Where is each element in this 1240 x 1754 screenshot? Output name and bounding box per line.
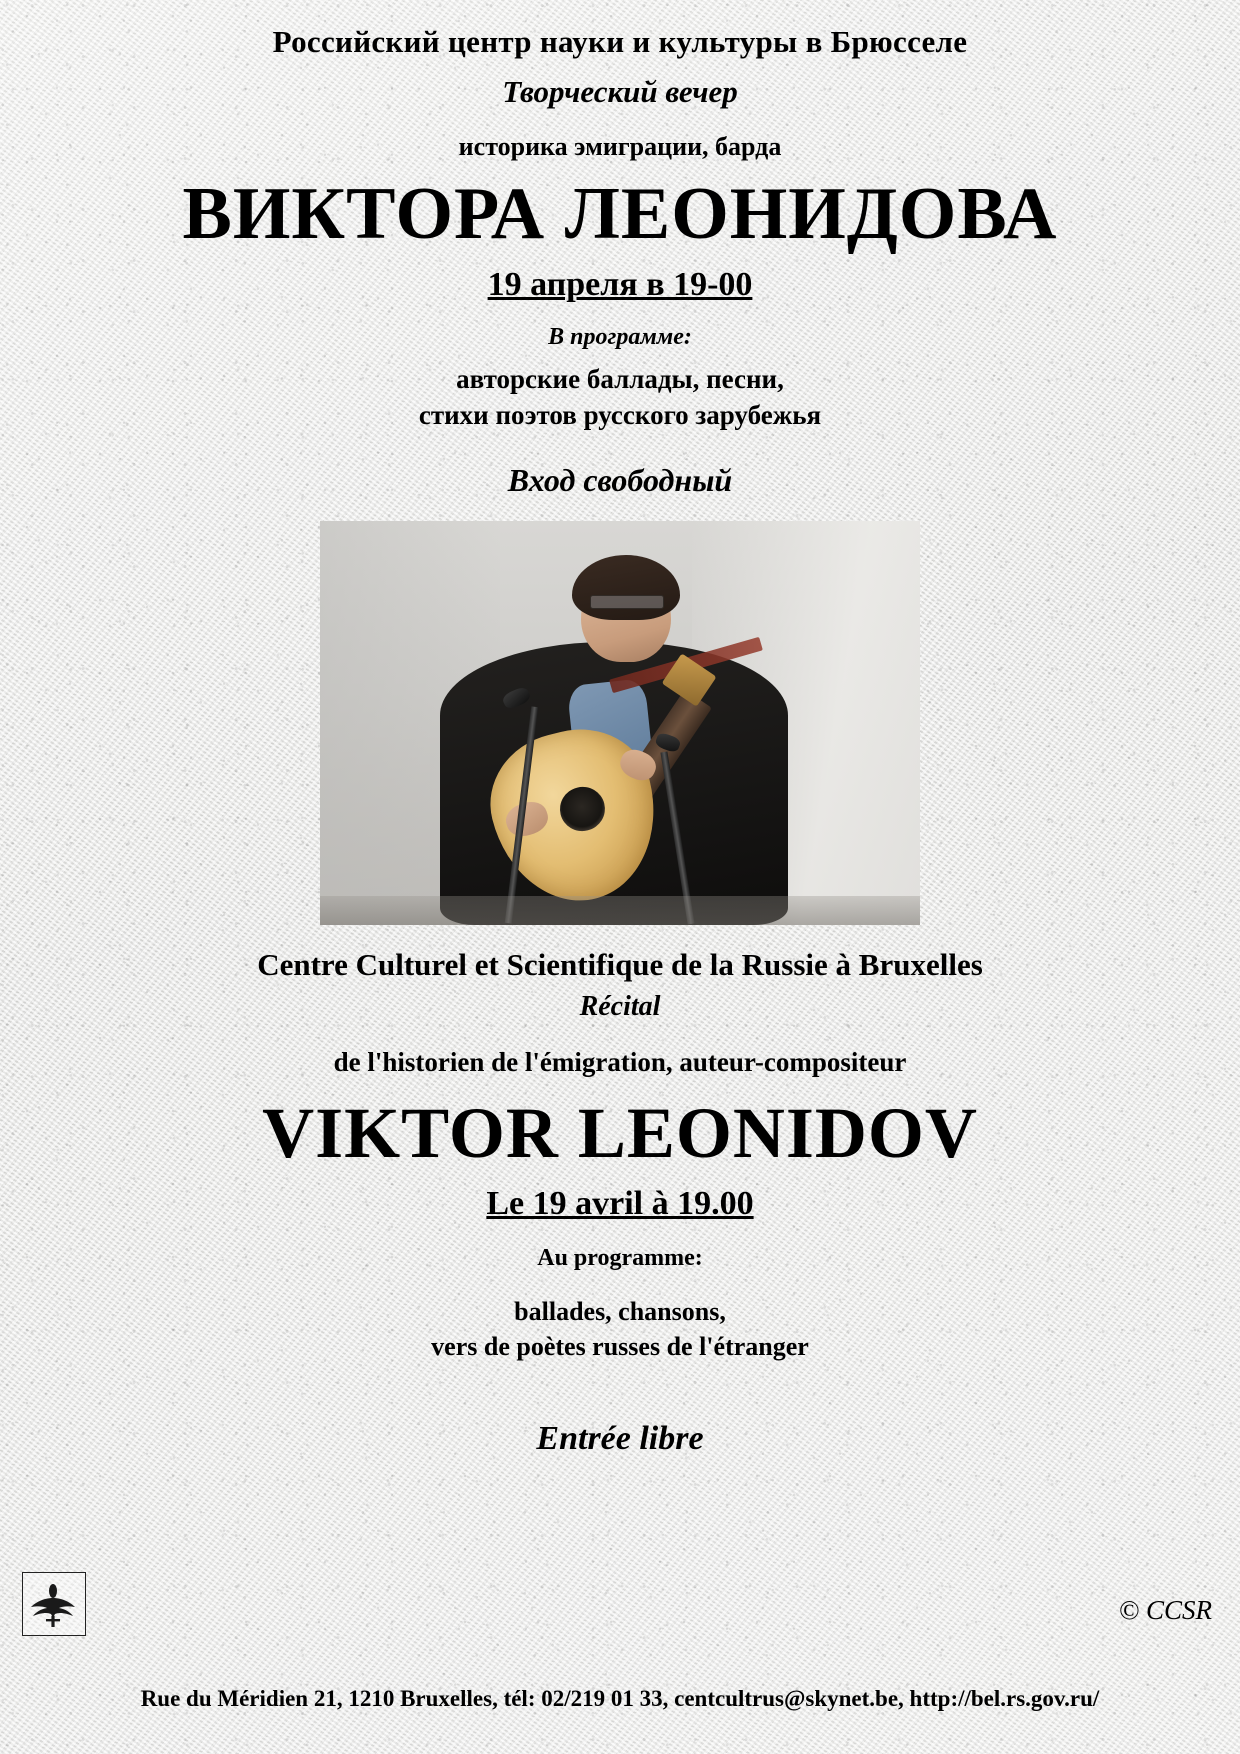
performer-name-ru: ВИКТОРА ЛЕОНИДОВА <box>182 173 1058 255</box>
programme-items-ru <box>0 351 1240 434</box>
programme-item-ru-1: авторские баллады, песни, <box>456 363 784 394</box>
event-date-ru: 19 апреля в 19-00 <box>487 265 753 303</box>
organization-fr: Centre Culturel et Scientifique de la Russie à Bruxelles <box>257 946 983 982</box>
programme-item-fr-1: ballades, chansons, <box>514 1297 726 1327</box>
glasses-icon <box>590 595 664 609</box>
entry-fr: Entrée libre <box>536 1420 704 1458</box>
emblem-icon <box>22 1572 86 1636</box>
programme-item-ru-2: стихи поэтов русского зарубежья <box>418 400 822 431</box>
photo-hair <box>572 555 680 620</box>
organization-ru: Российский центр науки и культуры в Брюсселе <box>272 24 968 59</box>
subtitle-fr: de l'historien de l'émigration, auteur-compositeur <box>333 1046 907 1077</box>
event-type-ru: Творческий вечер <box>502 74 738 109</box>
programme-label-ru: В программе: <box>548 323 692 350</box>
event-date-fr: Le 19 avril à 19.00 <box>486 1185 754 1223</box>
entry-ru: Вход свободный <box>507 461 733 498</box>
performer-photo-image <box>320 521 920 925</box>
event-type-fr: Récital <box>579 990 661 1022</box>
programme-item-fr-2: vers de poètes russes de l'étranger <box>431 1332 809 1362</box>
performer-photo <box>320 521 920 925</box>
copyright-notice: © CCSR <box>1118 1595 1212 1625</box>
photo-floor <box>320 896 920 924</box>
performer-name-fr: VIKTOR LEONIDOV <box>262 1092 978 1173</box>
footer-contact-info: Rue du Méridien 21, 1210 Bruxelles, tél: 02/219 01 33, centcultrus@skynet.be, http://bel.rs.gov.ru/ <box>140 1686 1100 1711</box>
subtitle-ru: историка эмиграции, барда <box>458 132 782 161</box>
programme-label-fr: Au programme: <box>537 1245 703 1272</box>
programme-items-fr <box>0 1272 1240 1364</box>
